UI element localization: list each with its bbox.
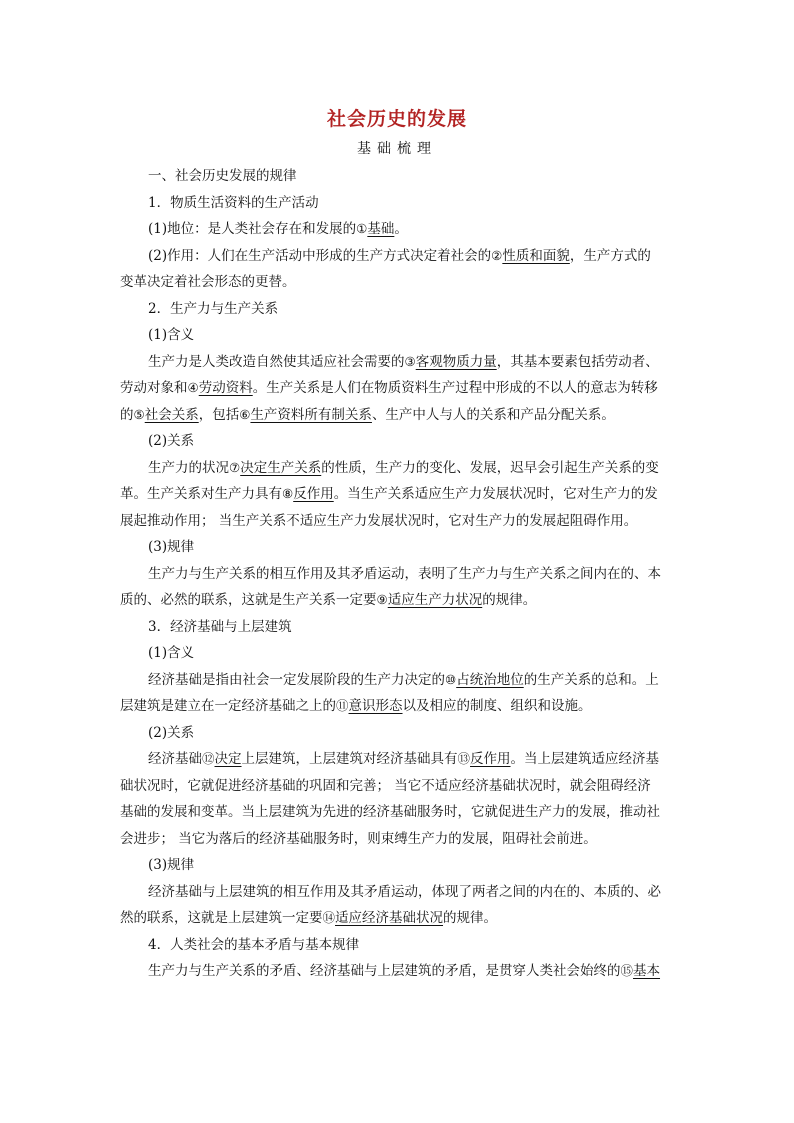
section-heading — [120, 720, 680, 747]
paragraph-line — [120, 243, 680, 270]
text-run: 以及相应的制度、组织和设施。 — [402, 698, 592, 714]
section-subtitle: 基础梳理 — [357, 141, 437, 157]
answer-blank: 决定 — [214, 751, 242, 767]
paragraph-line — [120, 879, 680, 906]
blank-number: ③ — [404, 353, 416, 369]
text-run: 的规律。 — [443, 910, 498, 926]
answer-blank: 反作用 — [293, 486, 334, 502]
section-heading — [120, 852, 680, 879]
text-run: 会进步； 当它为落后的经济基础服务时，则束缚生产力的发展，阻碍社会前进。 — [120, 830, 597, 847]
paragraph-line — [120, 481, 680, 508]
section-heading — [120, 428, 680, 455]
paragraph-line — [120, 693, 680, 720]
section-heading — [120, 640, 680, 667]
blank-number: ⑩ — [445, 671, 457, 687]
blank-number: ⑫ — [202, 751, 215, 766]
answer-blank: 占统治地位 — [456, 671, 524, 688]
text-run: 变革决定着社会形态的更替。 — [120, 274, 296, 290]
text-run: 基础的发展和变革。当上层建筑为先进的经济基础服务时，它就促进生产力的发展，推动社 — [120, 804, 660, 820]
paragraph-line — [120, 349, 680, 376]
section-heading — [120, 932, 680, 959]
blank-number: ⑬ — [457, 751, 471, 766]
text-run: 展起推动作用； 当生产关系不适应生产力发展状况时，它对生产力的发展起阻碍作用。 — [120, 512, 638, 529]
answer-blank: 适应经济基础状况 — [335, 910, 444, 926]
blank-number: ④ — [187, 380, 199, 395]
text-run: 劳动对象和 — [120, 380, 188, 396]
text-run: (2)关系 — [148, 433, 195, 449]
answer-blank: 性质和面貌 — [502, 247, 570, 264]
text-run: 生产力是人类改造自然使其适应社会需要的 — [148, 353, 405, 370]
paragraph-line — [120, 773, 680, 800]
text-run: 的性质，生产力的变化、发展，迟早会引起生产关系的变 — [321, 459, 659, 476]
blank-number: ⑨ — [376, 592, 388, 607]
text-run: ，生产方式的 — [569, 247, 651, 264]
blank-number: ② — [491, 247, 503, 263]
text-run: 。当上层建筑适应经济基 — [510, 751, 660, 767]
section-heading — [120, 322, 680, 349]
paragraph-line — [120, 269, 680, 296]
text-run: 。 — [394, 221, 408, 237]
answer-blank: 决定生产关系 — [240, 459, 322, 476]
answer-blank: 适应生产力状况 — [387, 592, 483, 608]
text-run: 3．经济基础与上层建筑 — [148, 618, 292, 635]
paragraph-line — [120, 587, 680, 614]
paragraph-line — [120, 402, 680, 429]
blank-number: ⑭ — [322, 910, 336, 925]
text-run: 2．生产力与生产关系 — [148, 300, 279, 317]
answer-blank: 基本 — [633, 963, 661, 979]
text-run: ，其基本要素包括劳动者、 — [496, 353, 659, 370]
answer-blank: 基础 — [367, 221, 395, 237]
text-run: 生产力与生产关系的相互作用及其矛盾运动，表明了生产力与生产关系之间内在的、本 — [148, 565, 661, 582]
blank-number: ① — [356, 221, 368, 236]
blank-number: ⑦ — [229, 459, 241, 475]
answer-blank: 意识形态 — [348, 698, 403, 714]
text-run: 经济基础 — [148, 751, 202, 767]
text-run: 础状况时，它就促进经济基础的巩固和完善； 当它不适应经济基础状况时，就会阻碍经济 — [120, 777, 651, 794]
paragraph-line — [120, 508, 680, 535]
text-run: (1)含义 — [148, 327, 195, 343]
text-run: 的生产关系的总和。上 — [523, 671, 659, 688]
section-heading — [120, 534, 680, 561]
text-run: (3)规律 — [148, 857, 195, 873]
text-run: (3)规律 — [148, 539, 195, 555]
section-heading — [120, 216, 680, 243]
text-run: 一、社会历史发展的规律 — [148, 168, 297, 184]
text-run: 生产力与生产关系的矛盾、经济基础与上层建筑的矛盾，是贯穿人类社会始终的 — [148, 963, 621, 979]
blank-number: ⑥ — [239, 406, 251, 422]
text-run: 的规律。 — [482, 592, 537, 608]
answer-blank: 社会关系 — [144, 406, 199, 423]
paragraph-line — [120, 826, 680, 853]
blank-number: ⑪ — [336, 698, 349, 713]
text-run: (1)含义 — [148, 645, 195, 661]
text-run: 4．人类社会的基本矛盾与基本规律 — [148, 936, 360, 953]
section-heading — [120, 163, 680, 190]
text-run: 的 — [120, 406, 134, 423]
blank-number: ⑧ — [282, 486, 294, 501]
blank-number: ⑮ — [620, 963, 634, 978]
paragraph-line — [120, 667, 680, 694]
paragraph-line — [120, 799, 680, 826]
paragraph-line — [120, 746, 680, 773]
text-run: (2)作用：人们在生产活动中形成的生产方式决定着社会的 — [148, 247, 492, 264]
paragraph-line — [120, 905, 680, 932]
answer-blank: 劳动资料 — [198, 380, 253, 396]
text-run: 上层建筑，上层建筑对经济基础具有 — [241, 751, 458, 767]
answer-blank: 反作用 — [470, 751, 511, 767]
paragraph-line — [120, 958, 680, 985]
text-run: 层建筑是建立在一定经济基础之上的 — [120, 698, 336, 714]
answer-blank: 生产资料所有制关系 — [250, 406, 372, 423]
text-run: 、生产中人与人的关系和产品分配关系。 — [371, 406, 615, 423]
paragraph-line — [120, 561, 680, 588]
text-run: 质的、必然的联系，这就是生产关系一定要 — [120, 592, 377, 608]
answer-blank: 客观物质力量 — [415, 353, 497, 370]
text-run: 革。生产关系对生产力具有 — [120, 486, 282, 502]
text-run: 。当生产关系适应生产力发展状况时，它对生产力的发 — [333, 486, 658, 502]
blank-number: ⑤ — [133, 406, 145, 422]
section-heading — [120, 190, 680, 217]
document-body — [120, 163, 680, 985]
text-run: (1)地位：是人类社会存在和发展的 — [148, 221, 357, 237]
paragraph-line — [120, 375, 680, 402]
text-run: 1．物质生活资料的生产活动 — [148, 194, 319, 211]
section-heading — [120, 296, 680, 323]
text-run: 然的联系，这就是上层建筑一定要 — [120, 910, 323, 926]
paragraph-line — [120, 455, 680, 482]
text-run: 。生产关系是人们在物质资料生产过程中形成的不以人的意志为转移 — [252, 380, 658, 396]
text-run: (2)关系 — [148, 724, 195, 741]
page-title: 社会历史的发展 — [326, 108, 467, 130]
text-run: 经济基础与上层建筑的相互作用及其矛盾运动，体现了两者之间的内在的、本质的、必 — [148, 883, 661, 900]
text-run: ，包括 — [198, 406, 240, 423]
section-heading — [120, 614, 680, 641]
text-run: 经济基础是指由社会一定发展阶段的生产力决定的 — [148, 671, 445, 688]
text-run: 生产力的状况 — [148, 459, 229, 476]
